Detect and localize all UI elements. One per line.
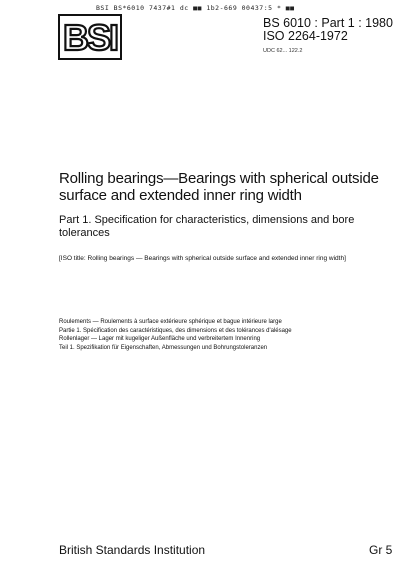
german-title: Rollenlager — Lager mit kugeliger Außenfläche und verbreitertem Innenring [59,336,261,342]
bsi-logo [58,14,122,60]
foreign-titles [59,318,399,352]
german-subtitle: Teil 1. Spezifikation für Eigenschaften, Abmessungen und Bohrungstoleranzen [59,344,268,351]
svg-text:BSI: BSI [62,17,118,58]
standard-numbers [263,17,393,43]
iso-title: [ISO title: Rolling bearings — Bearings with spherical outside surface and extended inner ring width] [59,255,346,262]
udc-code: UDC 62... 122.2 [263,48,303,54]
iso-number: ISO 2264-1972 [263,29,348,43]
french-subtitle: Partie 1. Spécification des caractéristiques, des dimensions et des tolérances d'alésage [59,327,292,334]
french-title: Roulements — Roulements à surface extérieure sphérique et bague intérieure large [59,319,282,325]
price-grade: Gr 5 [369,543,393,557]
document-title: Rolling bearings—Bearings with spherical outside surface and extended inner ring width [59,170,379,204]
scan-header-line: BSI BS*6010 7437#1 dc ■■ 1b2-669 00437:5 * ■■ [96,4,295,12]
bs-number: BS 6010 : Part 1 : 1980 [263,16,393,30]
institution-name: British Standards Institution [59,543,206,557]
document-subtitle: Part 1. Specification for characteristics, dimensions and bore tolerances [59,214,355,239]
